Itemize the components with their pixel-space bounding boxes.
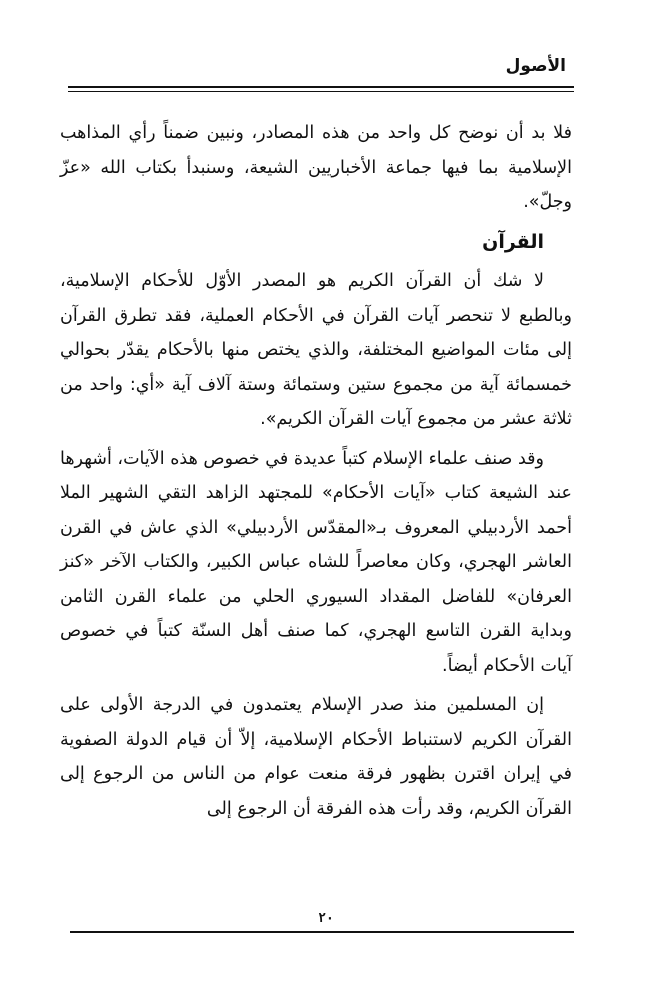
page-number: ٢٠ (318, 911, 334, 926)
section-heading: القرآن (482, 230, 544, 253)
header-rule-thin (68, 91, 574, 92)
footer-rule (70, 931, 574, 933)
header-rule-thick (68, 86, 574, 88)
body-paragraph-3: إن المسلمين منذ صدر الإسلام يعتمدون في الدرجة الأولى على القرآن الكريم لاستنباط الأحكام الإسلامية، إلاّ أن قيام الدولة الصفوية في إيران اقترن بظهور فرقة منعت عوام من الناس من الرجوع إلى القرآن الكريم، وقد رأت هذه الفرقة أن الرجوع إلى (60, 695, 572, 819)
running-title: الأصول (505, 56, 566, 76)
body-paragraph-2: وقد صنف علماء الإسلام كتباً عديدة في خصوص هذه الآيات، أشهرها عند الشيعة كتاب «آيات الأحكام» للمجتهد الزاهد التقي الشهير الملا أحمد الأردبيلي المعروف بـ«المقدّس الأردبيلي» الذي عاش في القرن العاشر الهجري، وكان معاصراً للشاه عباس الكبير، والكتاب الآخر «كنز العرفان» للفاضل المقداد السيوري الحلي من علماء القرن الثامن وبداية القرن التاسع الهجري، كما صنف أهل السنّة كتباً في خصوص آيات الأحكام أيضاً. (60, 448, 572, 676)
body-paragraph-1: لا شك أن القرآن الكريم هو المصدر الأوّل للأحكام الإسلامية، وبالطبع لا تنحصر آيات القرآن في الأحكام العملية، فقد تطرق القرآن إلى مئات المواضيع المختلفة، والذي يختص منها بالأحكام يقدّر بحوالي خمسمائة آية من مجموع ستين وستمائة وستة آلاف آية «أي: واحد من ثلاثة عشر من مجموع آيات القرآن الكريم». (60, 271, 572, 429)
intro-paragraph: فلا بد أن نوضح كل واحد من هذه المصادر، ونبين ضمناً رأي المذاهب الإسلامية بما فيها جماعة الأخباريين الشيعة، وسنبدأ بكتاب الله «عزّ وجلّ». (60, 123, 572, 212)
page-body (60, 116, 572, 826)
